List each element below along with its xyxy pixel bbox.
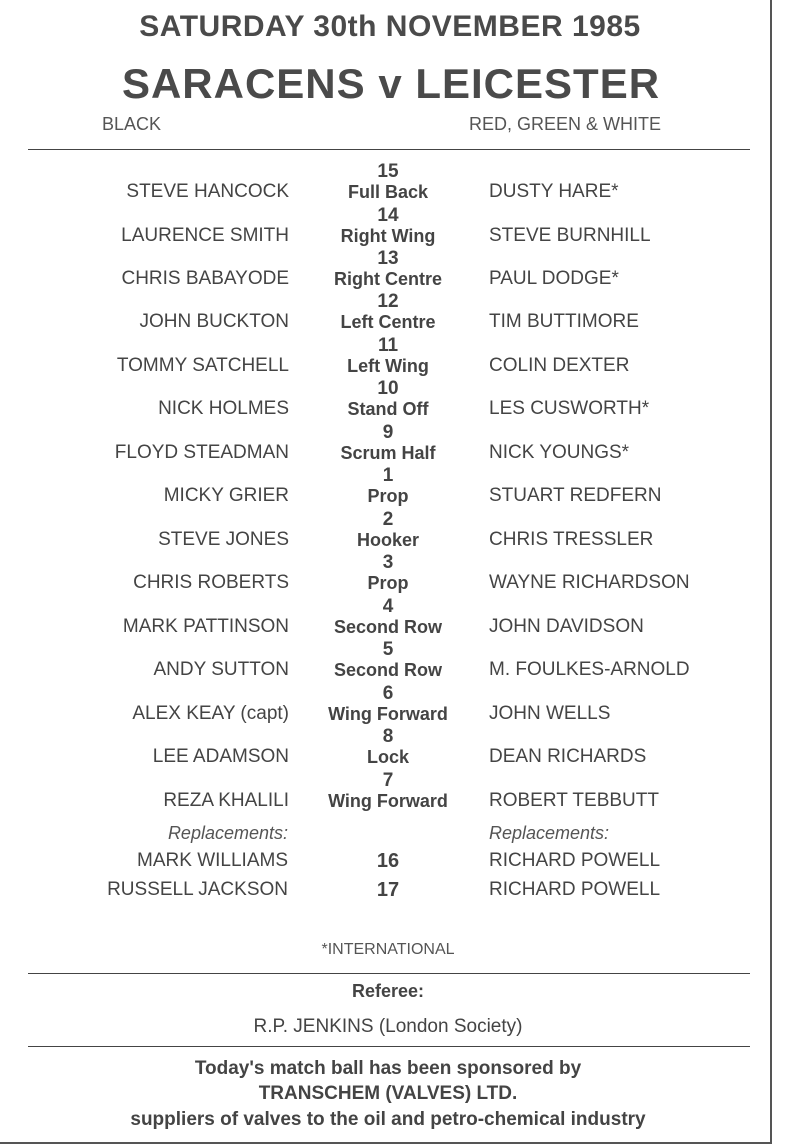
away-player: JOHN DAVIDSON	[489, 616, 644, 637]
position: Prop	[367, 573, 409, 593]
away-player: WAYNE RICHARDSON	[489, 572, 690, 593]
lineup-row	[0, 596, 786, 639]
home-player: STEVE HANCOCK	[126, 181, 289, 202]
away-replacements-label: Replacements:	[489, 823, 610, 843]
lineup-row	[0, 205, 786, 248]
referee-label: Referee:	[351, 981, 425, 1001]
match-title: SARACENS v LEICESTER	[121, 60, 661, 107]
referee-name: R.P. JENKINS (London Society)	[253, 1016, 523, 1037]
lineup-row	[0, 335, 786, 378]
jersey-number: 2	[382, 509, 394, 530]
home-replacement: MARK WILLIAMS	[137, 850, 288, 871]
jersey-number: 13	[377, 248, 399, 269]
away-player: STEVE BURNHILL	[489, 225, 651, 246]
lineup-row	[0, 422, 786, 465]
away-player: DUSTY HARE*	[489, 181, 619, 202]
away-player: JOHN WELLS	[489, 703, 611, 724]
lineup-row	[0, 552, 786, 595]
lineup-row	[0, 378, 786, 421]
jersey-number: 12	[377, 291, 399, 312]
jersey-number: 1	[382, 465, 394, 486]
home-player: MARK PATTINSON	[122, 616, 289, 637]
jersey-number: 7	[382, 770, 394, 791]
position: Right Wing	[340, 226, 436, 246]
position: Wing Forward	[328, 704, 448, 724]
lineup-row	[0, 770, 786, 813]
jersey-number: 3	[382, 552, 394, 573]
position: Wing Forward	[328, 791, 448, 811]
jersey-number: 17	[376, 879, 400, 901]
home-colours: BLACK	[102, 114, 162, 134]
jersey-number: 9	[382, 422, 394, 443]
lineup-row	[0, 161, 786, 204]
replacement-row	[0, 879, 786, 909]
home-player: LEE ADAMSON	[152, 746, 289, 767]
position: Right Centre	[334, 269, 442, 289]
home-player: STEVE JONES	[158, 529, 289, 550]
jersey-number: 4	[382, 596, 394, 617]
home-player: TOMMY SATCHELL	[116, 355, 289, 376]
lineup-row	[0, 726, 786, 769]
away-player: CHRIS TRESSLER	[489, 529, 654, 550]
position: Second Row	[333, 660, 442, 680]
jersey-number: 16	[376, 850, 400, 872]
away-replacement: RICHARD POWELL	[489, 850, 661, 871]
home-player: JOHN BUCKTON	[139, 311, 289, 332]
jersey-number: 5	[382, 639, 394, 660]
away-player: TIM BUTTIMORE	[489, 311, 639, 332]
away-player: COLIN DEXTER	[489, 355, 630, 376]
jersey-number: 10	[377, 378, 399, 399]
lineup-row	[0, 465, 786, 508]
lineup-row	[0, 683, 786, 726]
away-player: NICK YOUNGS*	[489, 442, 630, 463]
position: Second Row	[333, 617, 442, 637]
position: Lock	[366, 747, 409, 767]
home-replacement: RUSSELL JACKSON	[107, 879, 288, 900]
lineup-row	[0, 509, 786, 552]
match-date: SATURDAY 30th NOVEMBER 1985	[139, 10, 641, 43]
lineup-row	[0, 248, 786, 291]
away-player: PAUL DODGE*	[489, 268, 619, 289]
home-player: LAURENCE SMITH	[121, 225, 289, 246]
international-note: *INTERNATIONAL	[321, 941, 455, 958]
home-player: CHRIS BABAYODE	[121, 268, 289, 289]
sponsor-company: TRANSCHEM (VALVES) LTD.	[258, 1083, 518, 1104]
divider-top	[28, 149, 750, 150]
home-player: MICKY GRIER	[163, 485, 289, 506]
home-player: CHRIS ROBERTS	[133, 572, 289, 593]
divider-referee-bottom	[28, 1046, 750, 1047]
away-player: M. FOULKES-ARNOLD	[489, 659, 690, 680]
away-replacement: RICHARD POWELL	[489, 879, 661, 900]
position: Stand Off	[347, 399, 429, 419]
away-colours: RED, GREEN & WHITE	[469, 114, 662, 134]
lineup-row	[0, 639, 786, 682]
jersey-number: 6	[382, 683, 394, 704]
position: Scrum Half	[340, 443, 436, 463]
away-player: STUART REDFERN	[489, 485, 662, 506]
position: Full Back	[347, 182, 429, 202]
position: Prop	[367, 486, 409, 506]
sponsor-line-3: suppliers of valves to the oil and petro-chemical industry	[130, 1109, 646, 1130]
divider-referee-top	[28, 973, 750, 974]
sponsor-line-1: Today's match ball has been sponsored by	[194, 1058, 582, 1079]
replacement-row	[0, 850, 786, 880]
jersey-number: 8	[382, 726, 394, 747]
away-player: DEAN RICHARDS	[489, 746, 647, 767]
home-replacements-label: Replacements:	[167, 823, 288, 843]
home-player: ALEX KEAY (capt)	[132, 703, 289, 724]
lineup-row	[0, 291, 786, 334]
jersey-number: 14	[377, 205, 399, 226]
jersey-number: 15	[377, 161, 399, 182]
position: Left Centre	[340, 312, 436, 332]
away-player: ROBERT TEBBUTT	[489, 790, 659, 811]
home-player: NICK HOLMES	[158, 398, 289, 419]
position: Left Wing	[347, 356, 429, 376]
home-player: FLOYD STEADMAN	[114, 442, 289, 463]
away-player: LES CUSWORTH*	[489, 398, 650, 419]
jersey-number: 11	[377, 335, 399, 356]
position: Hooker	[356, 530, 419, 550]
home-player: REZA KHALILI	[163, 790, 289, 811]
home-player: ANDY SUTTON	[153, 659, 289, 680]
